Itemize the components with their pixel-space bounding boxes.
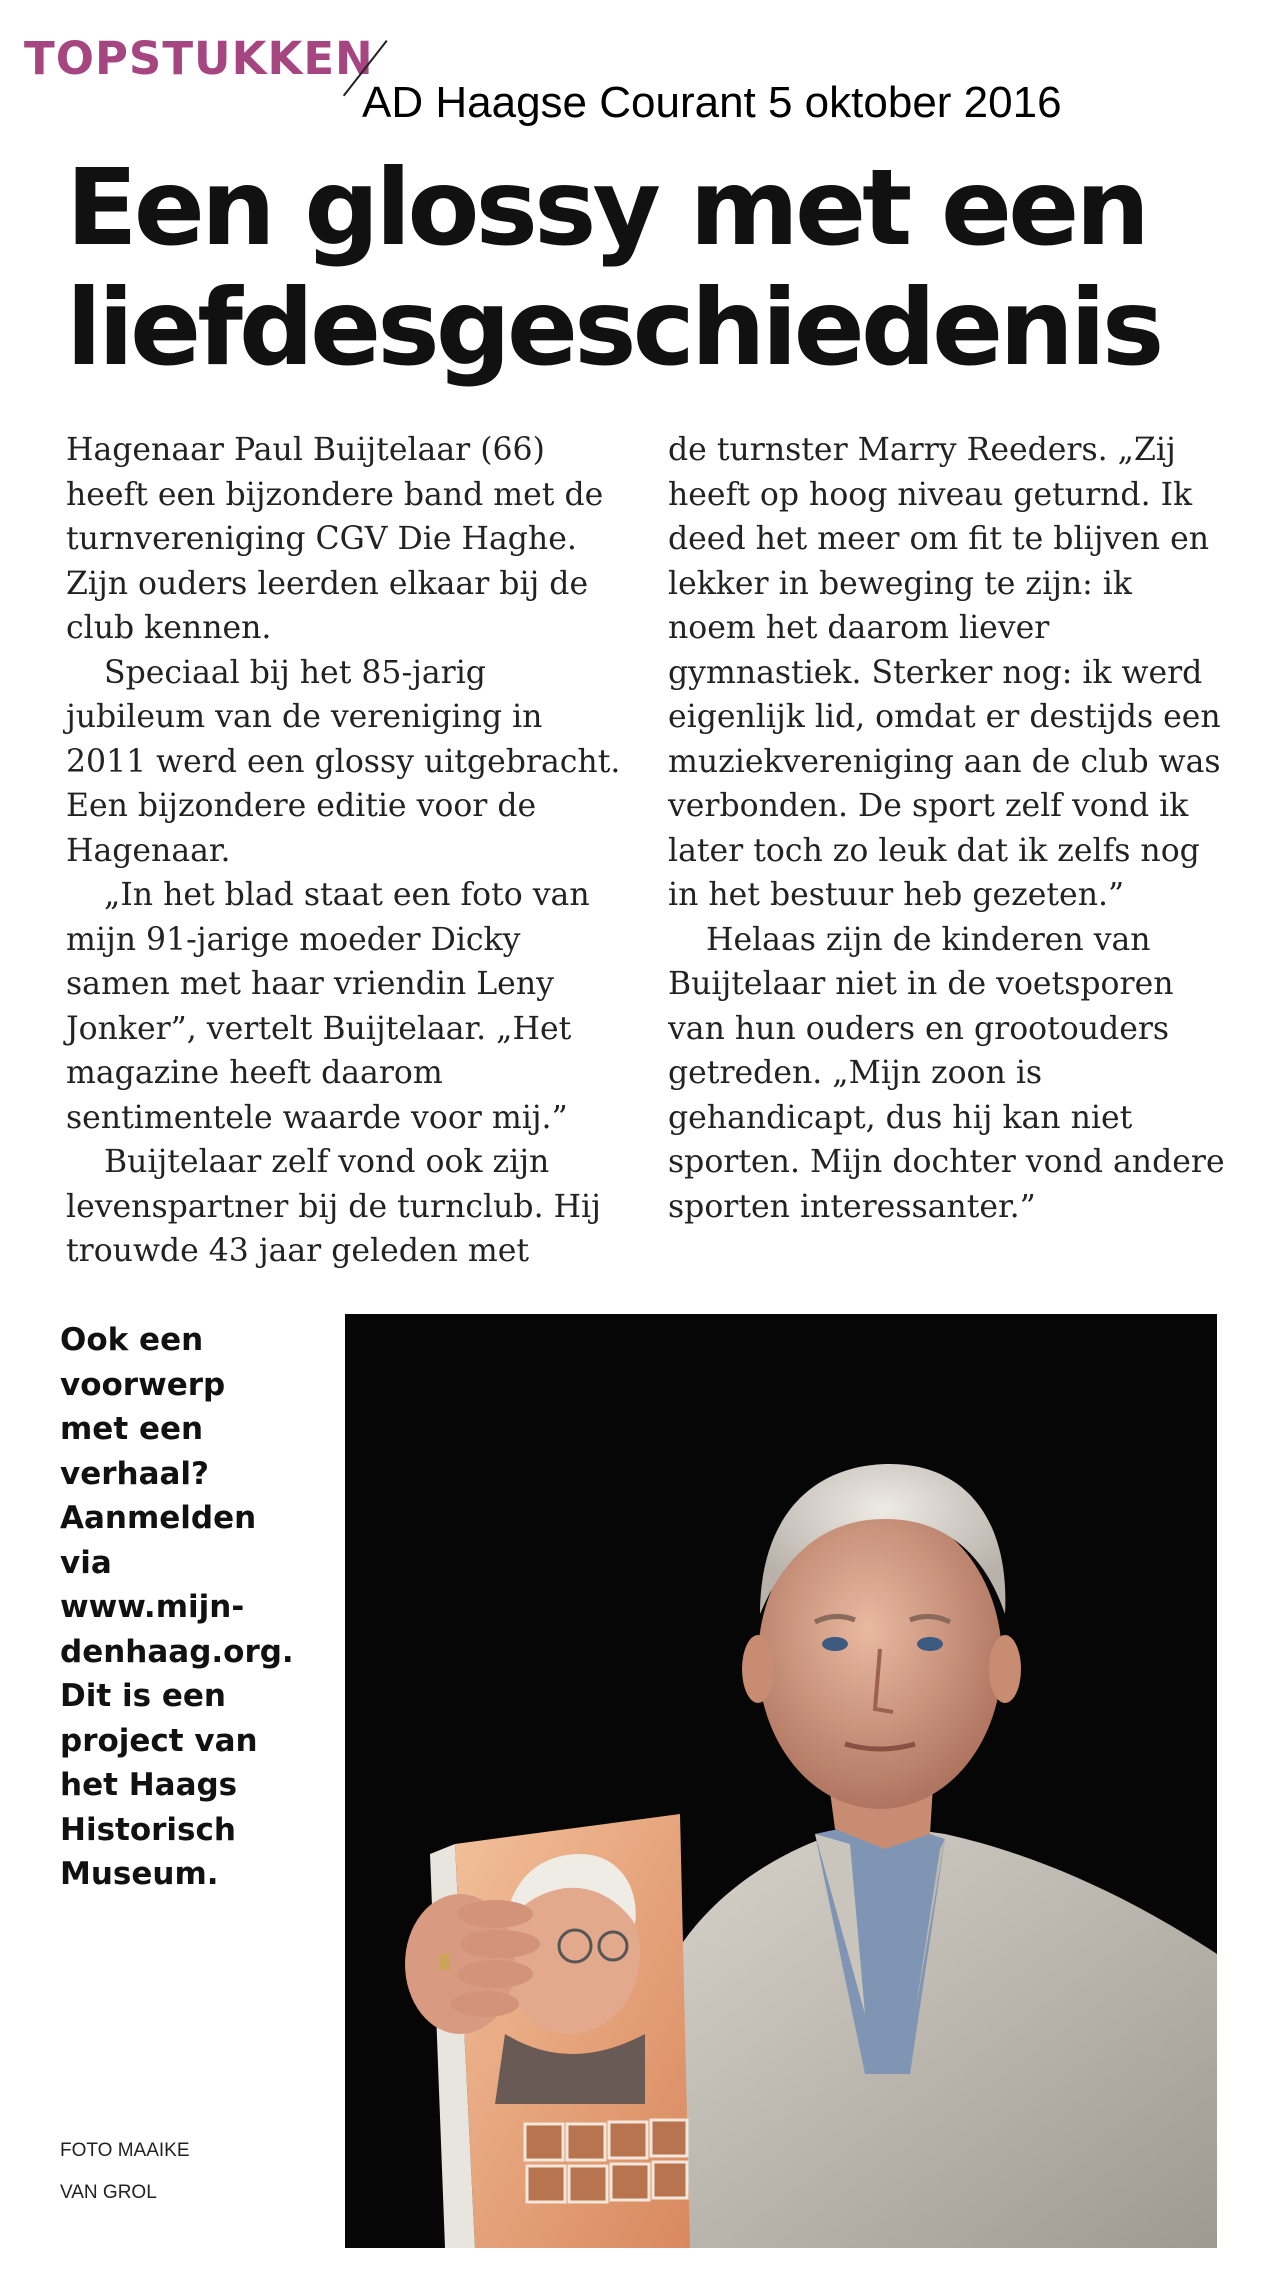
article-column-2 (668, 428, 1228, 1229)
photo-credit-line: VAN GROL (60, 2182, 157, 2203)
portrait-illustration (345, 1314, 1217, 2248)
photo-credit-line: FOTO MAAIKE (60, 2140, 190, 2161)
article-headline (66, 148, 1160, 388)
sidebar-line: Ook een (60, 1322, 204, 1358)
sidebar-line: Dit is een (60, 1678, 226, 1714)
paragraph: Helaas zijn de kinderen van Buijtelaar niet in de voetsporen van hun ouders en grootouders getreden. „Mijn zoon is gehandicapt, dus hij kan niet sporten. Mijn dochter vond andere sporten interessanter.” (668, 921, 1225, 1225)
headline-line-1: Een glossy met een (66, 147, 1147, 269)
article-column-1 (66, 428, 626, 1274)
paragraph: „In het blad staat een foto van mijn 91-jarige moeder Dicky samen met haar vriendin Leny Jonker”, vertelt Buijtelaar. „Het magazine heeft daarom sentimentele waarde voor mij.” (66, 877, 590, 1136)
sidebar-line: Aanmelden (60, 1500, 257, 1536)
sidebar-line: Museum. (60, 1856, 219, 1892)
sidebar-line: verhaal? (60, 1455, 210, 1492)
sidebar-line: Historisch (60, 1811, 236, 1848)
paragraph: Buijtelaar zelf vond ook zijn levenspartner bij de turnclub. Hij trouwde 43 jaar geleden met (66, 1144, 601, 1269)
sidebar-line: voorwerp (60, 1366, 226, 1403)
paragraph: de turnster Marry Reeders. „Zij heeft op hoog niveau geturnd. Ik deed het meer om fit te blijven en lekker in beweging te zijn: ik noem het daarom liever gymnastiek. Sterker nog: ik werd eigenlijk lid, omdat er destijds een muziekvereniging aan de club was verbonden. De sport zelf vond ik later toch zo leuk dat ik zelfs nog in het bestuur heb gezeten.” (668, 432, 1221, 913)
photo-credit (60, 2130, 190, 2214)
sidebar-line: het Haags (60, 1767, 238, 1803)
sidebar-line: denhaag.org. (60, 1633, 294, 1670)
headline-line-2: liefdesgeschiedenis (66, 267, 1161, 389)
paragraph: Speciaal bij het 85-jarig jubileum van de vereniging in 2011 werd een glossy uitgebracht. Een bijzondere editie voor de Hagenaar. (66, 654, 621, 869)
publication-source: AD Haagse Courant 5 oktober 2016 (362, 78, 1062, 127)
paragraph: Hagenaar Paul Buijtelaar (66) heeft een bijzondere band met de turnvereniging CGV Die Haghe. Zijn ouders leerden elkaar bij de club kennen. (66, 432, 604, 646)
sidebar-line: via (60, 1544, 112, 1581)
sidebar-line: met een (60, 1411, 204, 1447)
sidebar-line: project van (60, 1722, 258, 1759)
sidebar-line: www.mijn- (60, 1589, 245, 1625)
sidebar-callout (60, 1318, 330, 1897)
section-kicker: TOPSTUKKEN (24, 32, 374, 85)
portrait-photo (345, 1314, 1217, 2248)
